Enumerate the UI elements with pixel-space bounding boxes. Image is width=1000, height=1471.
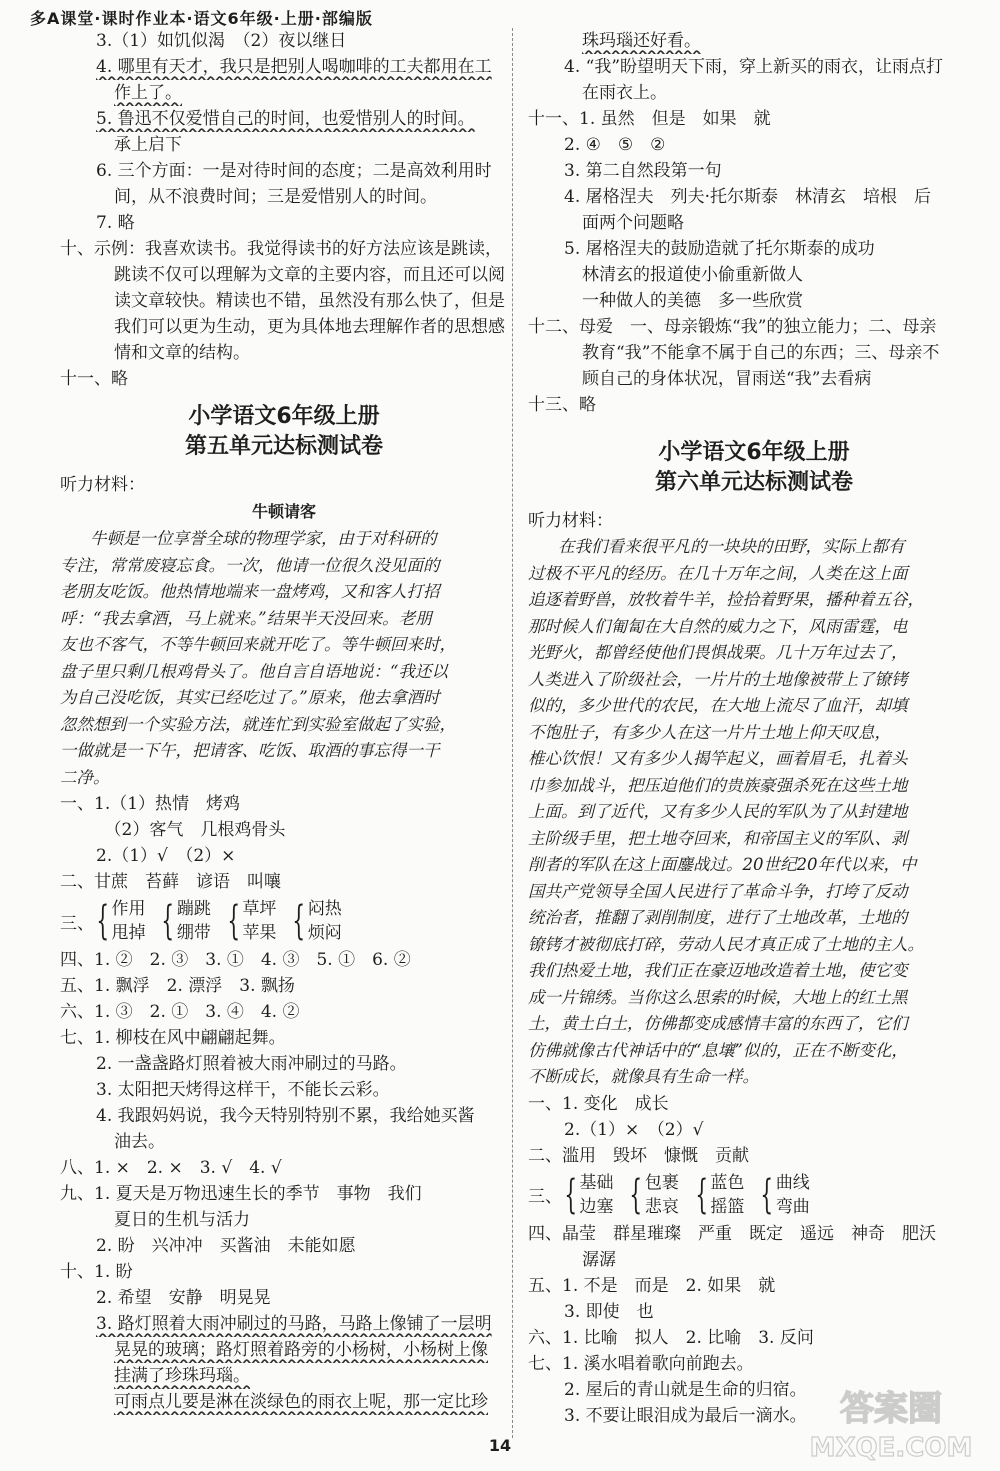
answer-text: 林清玄的报道使小偷重新做人 [582, 265, 803, 285]
passage-line: 削者的军队在这上面鏖战过。20世纪20年代以来，中 [528, 855, 917, 874]
answer-text: 承上启下 [114, 135, 182, 155]
answer-text: 教育“我”不能拿不属于自己的东西；三、母亲不 [582, 343, 940, 363]
answer-text: 十二、母爱 一、母亲锻炼“我”的独立能力；二、母亲 [528, 317, 937, 337]
answer-text: 间，从不浪费时间；三是爱惜别人的时间。 [114, 187, 437, 207]
unit6-title-line1: 小学语文6年级上册 [658, 440, 850, 465]
answer-text: 一种做人的美德 多一些欣赏 [582, 291, 803, 311]
word: 弯曲 [775, 1196, 810, 1217]
word: 苹果 [242, 923, 277, 943]
question-label: 三、 [60, 913, 94, 934]
answer-text: 4. 屠格涅夫 列夫·托尔斯泰 林清玄 培根 后 [564, 187, 932, 207]
answer-text: 2. 希望 安静 明晃晃 [96, 1288, 271, 1308]
answer-text: 八、1. × 2. × 3. √ 4. √ [60, 1158, 282, 1178]
answer-line [60, 1207, 508, 1233]
answer-text: 夏日的生机与活力 [114, 1210, 250, 1230]
passage-line: 一做就是一下午，把请客、吃饭、取酒的事忘得一干 [60, 741, 440, 760]
word-pair [177, 897, 211, 945]
brace-icon: { [760, 1171, 774, 1218]
answer-line [60, 1311, 508, 1337]
passage-line: 为自己没吃饭，其实已经吃过了。”原来，他去拿酒时 [60, 688, 440, 707]
brace-icon: { [629, 1171, 643, 1218]
word: 烦闷 [307, 923, 342, 943]
passage-line: 牛顿是一位享誉全球的物理学家，由于对科研的 [90, 529, 437, 548]
passage-line: 不饱肚子，有多少人在这一片片土地上仰天叹息， [528, 722, 891, 742]
word: 绷带 [176, 923, 211, 943]
answer-line [528, 80, 980, 106]
listening-passage [528, 534, 980, 1091]
answer-line [528, 288, 980, 314]
answer-text: 二、滥用 毁坏 慷慨 贡献 [528, 1145, 749, 1166]
word: 闷热 [307, 899, 342, 919]
answer-line [528, 132, 980, 158]
passage-line: 人类进入了阶级社会，一片片的土地像被带上了镣铐 [528, 669, 908, 689]
answer-text: 2. ④ ⑤ ② [564, 135, 666, 155]
unit5-title-line2: 第五单元达标测试卷 [184, 434, 383, 459]
answer-line [60, 1025, 508, 1051]
word: 基础 [579, 1172, 614, 1193]
answer-text: 我们可以更为生动，更为具体地去理解作者的思想感 [114, 317, 505, 337]
word: 蹦跳 [176, 899, 211, 919]
answer-line [60, 1233, 508, 1259]
unit6-answer-three [528, 1169, 980, 1221]
answer-line [60, 262, 508, 288]
answer-line [528, 158, 980, 184]
answer-text: 2. 盼 兴冲冲 买酱油 未能如愿 [96, 1236, 356, 1256]
answer-line [528, 366, 980, 392]
answer-text: 十、1. 盼 [60, 1262, 133, 1282]
answer-text: 2.（1）√ （2）× [96, 846, 236, 866]
passage-line: 追逐着野兽，放牧着牛羊，捡拾着野果，播种着五谷， [528, 590, 924, 609]
answer-line [60, 869, 508, 895]
answer-text: 可雨点儿要是淋在淡绿色的雨衣上呢，那一定比珍 [114, 1392, 488, 1412]
passage-line: 过极不平凡的经历。在几十万年之间，人类在这上面 [528, 563, 908, 583]
answer-line [528, 392, 980, 418]
answer-line [60, 1077, 508, 1103]
word: 摇篮 [710, 1196, 745, 1217]
answer-text: 4. 我跟妈妈说，我今天特别特别不累，我给她买酱 [96, 1106, 475, 1126]
answer-line [60, 340, 508, 366]
answer-line [528, 1273, 980, 1299]
answer-text: 7. 略 [96, 213, 135, 233]
word: 蓝色 [710, 1172, 745, 1193]
answer-text: 五、1. 飘浮 2. 漂浮 3. 飘扬 [60, 976, 295, 996]
answer-line [528, 210, 980, 236]
answer-line [60, 366, 508, 392]
answer-line [60, 1285, 508, 1311]
unit5-answers-part2 [60, 947, 508, 1415]
answer-line [60, 1051, 508, 1077]
answer-line [60, 817, 508, 843]
answer-text: 5. 鲁迅不仅爱惜自己的时间，也爱惜别人的时间。 [96, 109, 475, 129]
passage-line: 盘子里只剩几根鸡骨头了。他自言自语地说：“我还以 [60, 661, 448, 681]
answer-text: 晃晃的玻璃；路灯照着路旁的小杨树，小杨树上像 [114, 1340, 488, 1360]
answer-text: 二、甘蔗 苔藓 谚语 叫嚷 [60, 872, 281, 892]
passage-line: 在我们看来很平凡的一块块的田野，实际上都有 [558, 537, 905, 556]
answer-line [528, 1299, 980, 1325]
story-title: 牛顿请客 [251, 502, 316, 521]
answer-line [60, 210, 508, 236]
word-pair [579, 1171, 613, 1219]
answer-text: 十一、略 [60, 369, 128, 389]
answer-text: 五、1. 不是 而是 2. 如果 就 [528, 1275, 776, 1296]
answer-text: 3. 不要让眼泪成为最后一滴水。 [564, 1405, 807, 1426]
answer-line [60, 973, 508, 999]
answer-text: 潺潺 [582, 1249, 616, 1270]
unit6-title-line2: 第六单元达标测试卷 [654, 470, 853, 495]
answer-text: 珠玛瑙还好看。 [582, 31, 701, 51]
passage-line: 仿佛就像古代神话中的“息壤”似的，正在不断变化， [528, 1040, 908, 1060]
answer-text: 四、1. ② 2. ③ 3. ① 4. ③ 5. ① 6. ② [60, 950, 411, 970]
answer-text: 四、晶莹 群星璀璨 严重 既定 遥远 神奇 肥沃 [528, 1223, 936, 1244]
answer-line [60, 1155, 508, 1181]
right-top-answers [528, 28, 980, 418]
word: 草坪 [242, 899, 277, 919]
answer-text: （2）客气 几根鸡骨头 [96, 820, 286, 840]
passage-line: 那时候人们匍匐在大自然的威力之下，风雨雷霆，电 [528, 616, 908, 636]
answer-text: 九、1. 夏天是万物迅速生长的季节 事物 我们 [60, 1184, 422, 1204]
answer-line [528, 1117, 980, 1143]
unit6-answers-part1 [528, 1091, 980, 1169]
answer-text: 4. “我”盼望明天下雨，穿上新买的雨衣，让雨点打 [564, 57, 944, 77]
passage-line: 土，黄土白土，仿佛都变成感情丰富的东西了，它们 [528, 1014, 908, 1033]
word-pair [111, 897, 145, 945]
answer-text: 六、1. ③ 2. ① 3. ④ 4. ② [60, 1002, 300, 1022]
left-top-answers [60, 28, 508, 392]
answer-line [528, 1351, 980, 1377]
answer-text: 3. 路灯照着大雨冲刷过的马路，马路上像铺了一层明 [96, 1314, 492, 1334]
answer-line [528, 236, 980, 262]
brace-icon: { [292, 898, 306, 944]
answer-line [60, 999, 508, 1025]
passage-line: 忽然想到一个实验方法，就连忙到实验室做起了实验， [60, 714, 456, 734]
answer-line [528, 106, 980, 132]
answer-text: 2. 一盏盏路灯照着被大雨冲刷过的马路。 [96, 1054, 407, 1074]
question-label: 三、 [528, 1187, 562, 1207]
answer-text: 十一、1. 虽然 但是 如果 就 [528, 109, 771, 129]
answer-line [60, 1103, 508, 1129]
answer-line [528, 262, 980, 288]
answer-line [528, 1143, 980, 1169]
watermark-text-2: MXQE.COM [809, 1433, 973, 1463]
answer-line [60, 1389, 508, 1415]
answer-text: 5. 屠格涅夫的鼓励造就了托尔斯泰的成功 [564, 239, 875, 259]
answer-text: 作上了。 [114, 83, 182, 103]
answer-line [60, 1337, 508, 1363]
answer-text: 七、1. 柳枝在风中翩翩起舞。 [60, 1028, 286, 1048]
answer-line [60, 132, 508, 158]
passage-line: 呼：“我去拿酒，马上就来。”结果半天没回来。老朋 [60, 608, 432, 628]
answer-text: 跳读不仅可以理解为文章的主要内容，而且还可以阅 [114, 265, 505, 285]
answer-text: 在雨衣上。 [582, 83, 667, 103]
passage-line: 二净。 [60, 767, 110, 787]
page-number: 14 [488, 1436, 512, 1455]
answer-line [528, 1325, 980, 1351]
word: 甩掉 [111, 923, 146, 943]
word-pair [242, 897, 276, 945]
answer-line [528, 314, 980, 340]
word: 作用 [111, 899, 146, 919]
answer-line [60, 947, 508, 973]
answer-line [60, 106, 508, 132]
word: 边塞 [579, 1196, 614, 1217]
left-column [60, 28, 508, 1415]
answer-text: 十、示例：我喜欢读书。我觉得读书的好方法应该是跳读， [60, 239, 502, 259]
answer-line [60, 236, 508, 262]
passage-line: 光野火，都曾经使他们畏惧战栗。几十万年过去了， [528, 643, 908, 662]
answer-line [60, 184, 508, 210]
answer-text: 一、1.（1）热情 烤鸡 [60, 794, 241, 814]
answer-text: 2.（1）× （2）√ [564, 1119, 704, 1140]
answer-text: 6. 三个方面：一是对待时间的态度；二是高效利用时 [96, 161, 492, 181]
answer-line [60, 1129, 508, 1155]
answer-text: 油去。 [114, 1132, 165, 1152]
passage-line: 主阶级手里，把土地夺回来，和帝国主义的军队、剥 [528, 828, 908, 848]
answer-text: 顾自己的身体状况，冒雨送“我”去看病 [582, 369, 872, 389]
answer-text: 3. 太阳把天烤得这样干，不能长云彩。 [96, 1080, 390, 1100]
word-pair [308, 897, 342, 945]
answer-line [528, 1221, 980, 1247]
answer-line [60, 843, 508, 869]
word: 悲哀 [644, 1196, 679, 1217]
word-pair [776, 1171, 810, 1219]
brace-icon: { [227, 898, 240, 944]
passage-line: 专注，常常废寝忘食。一次，他请一位很久没见面的 [60, 555, 440, 575]
passage-line: 老朋友吃饭。他热情地端来一盘烤鸡，又和客人打招 [60, 582, 440, 601]
answer-text: 3. 第二自然段第一句 [564, 161, 722, 181]
passage-line: 成一片锦绣。当你这么思索的时候，大地上的红土黑 [528, 987, 908, 1007]
unit5-answers-part1 [60, 791, 508, 895]
answer-line [60, 28, 508, 54]
listening-label: 听力材料： [60, 475, 145, 495]
answer-line [60, 80, 508, 106]
answer-line [60, 314, 508, 340]
word: 曲线 [775, 1172, 810, 1193]
book-header: 多A课堂·课时作业本·语文6年级·上册·部编版 [30, 9, 373, 28]
answer-text: 情和文章的结构。 [114, 343, 250, 363]
answer-line [528, 184, 980, 210]
answer-line [60, 1181, 508, 1207]
passage-line: 统治者，推翻了剥削制度，进行了土地改革，土地的 [528, 908, 908, 927]
passage-line: 似的，多少世代的农民，在大地上流尽了血汗，却填 [528, 696, 908, 715]
watermark-logo [796, 1378, 986, 1464]
answer-line [60, 158, 508, 184]
answer-line [60, 288, 508, 314]
passage-line: 我们热爱土地，我们正在豪迈地改造着土地，使它变 [528, 961, 908, 980]
answer-line [528, 340, 980, 366]
passage-line: 巾参加战斗，把压迫他们的贵族豪强杀死在这些土地 [528, 775, 908, 795]
passage-line: 镣铐才被彻底打碎，劳动人民才真正成了土地的主人。 [528, 934, 924, 954]
passage-line: 友也不客气，不等牛顿回来就开吃了。等牛顿回来时， [60, 635, 456, 654]
right-column [528, 28, 980, 1429]
brace-icon: { [96, 898, 110, 944]
brace-icon: { [695, 1171, 708, 1218]
answer-text: 3. 即使 也 [564, 1301, 654, 1322]
word: 包裹 [644, 1172, 679, 1193]
passage-line: 椎心饮恨！又有多少人揭竿起义，画着眉毛，扎着头 [528, 749, 908, 768]
answer-text: 4. 哪里有天才，我只是把别人喝咖啡的工夫都用在工 [96, 57, 492, 77]
answer-text: 十三、略 [528, 395, 596, 415]
answer-text: 面两个问题略 [582, 213, 684, 233]
listening-label: 听力材料： [528, 511, 613, 531]
passage-line: 上面。到了近代，又有多少人民的军队为了从封建地 [528, 802, 908, 821]
answer-line [60, 1363, 508, 1389]
word-pair [645, 1171, 679, 1219]
watermark-text-1: 答案圈 [840, 1389, 942, 1429]
passage-line: 国共产党领导全国人民进行了革命斗争，打垮了反动 [528, 881, 908, 901]
answer-line [60, 1259, 508, 1285]
passage-line: 不断成长，就像具有生命一样。 [528, 1067, 759, 1086]
answer-line [528, 54, 980, 80]
answer-text: 六、1. 比喻 拟人 2. 比喻 3. 反问 [528, 1327, 814, 1348]
answer-line [528, 1247, 980, 1273]
answer-line [60, 54, 508, 80]
unit5-title-line1: 小学语文6年级上册 [188, 404, 380, 429]
answer-line [528, 1091, 980, 1117]
column-divider [512, 28, 513, 1438]
unit5-answer-three [60, 895, 508, 947]
answer-text: 2. 屋后的青山就是生命的归宿。 [564, 1379, 807, 1400]
answer-line [60, 791, 508, 817]
answer-text: 读文章较快。精读也不错，虽然没有那么快了，但是 [114, 291, 505, 311]
answer-text: 3.（1）如饥似渴 （2）夜以继日 [96, 31, 347, 51]
listening-passage [60, 526, 508, 791]
answer-line [528, 28, 980, 54]
answer-text: 一、1. 变化 成长 [528, 1093, 669, 1114]
answer-text: 挂满了珍珠玛瑙。 [114, 1366, 250, 1386]
word-pair [710, 1171, 744, 1219]
brace-icon: { [161, 898, 175, 944]
brace-icon: { [564, 1171, 578, 1218]
answer-text: 七、1. 溪水唱着歌向前跑去。 [528, 1353, 754, 1374]
